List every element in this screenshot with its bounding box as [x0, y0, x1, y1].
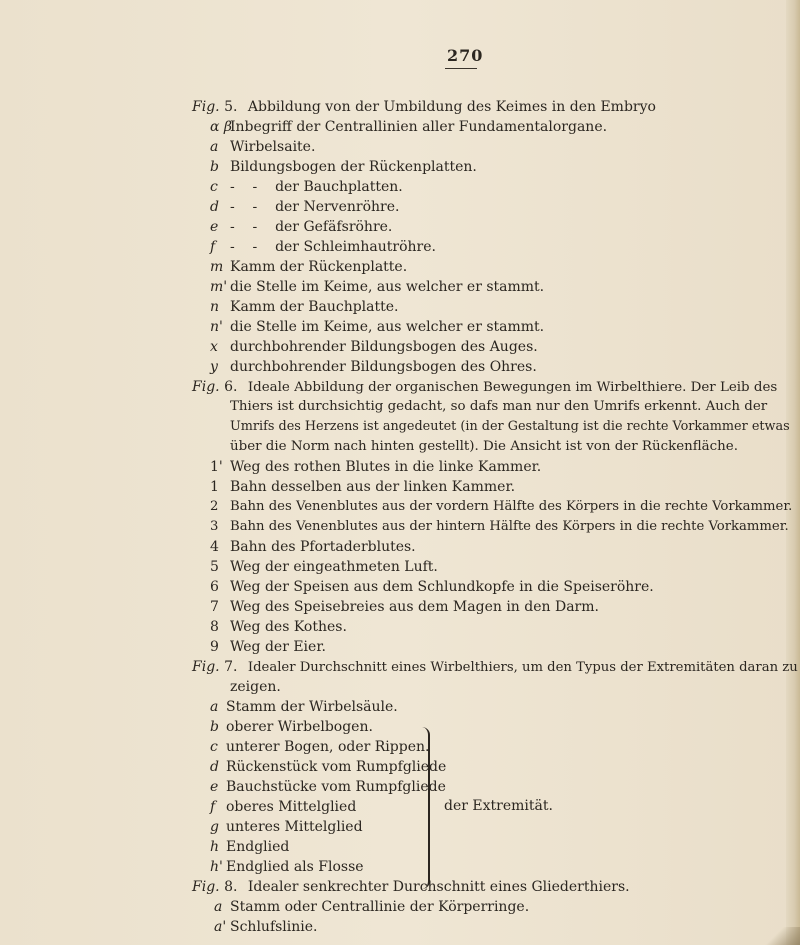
fig7-item: [210, 757, 446, 777]
fig6-item: [210, 617, 347, 637]
fig6-item-key: 3: [210, 519, 219, 534]
fig6-item: [210, 457, 541, 477]
fig5-heading-line: [192, 97, 656, 117]
fig5-item: [210, 157, 477, 177]
fig5-item-key: f: [210, 239, 216, 255]
fig8-caption: Idealer senkrechter Durchschnitt eines Gliederthiers.: [247, 879, 630, 895]
fig5-item-key: α β: [210, 119, 232, 135]
fig6-heading-line: [192, 377, 777, 398]
fig6-item: [210, 537, 416, 557]
fig7-item: [210, 817, 363, 837]
fig6-item-text: Weg des rothen Blutes in die linke Kammer.: [230, 459, 542, 475]
fig6-number: 6.: [224, 379, 238, 395]
fig5-item: [210, 337, 538, 357]
fig7-item-key: e: [210, 779, 219, 795]
fig8-number: 8.: [224, 879, 238, 895]
page-number-rule: [445, 68, 477, 69]
fig6-item-key: 9: [210, 639, 219, 655]
fig5-item-text: - - der Bauchplatten.: [230, 179, 403, 195]
fig6-label: Fig.: [192, 379, 220, 395]
fig7-heading-line: [192, 657, 798, 678]
fig5-item-text: Kamm der Rückenplatte.: [230, 259, 408, 275]
fig8-item: [214, 917, 318, 937]
fig6-item-text: Weg des Speisebreies aus dem Magen in den Darm.: [230, 599, 599, 615]
fig5-number: 5.: [224, 99, 238, 115]
fig6-item-key: 8: [210, 619, 219, 635]
fig6-item-text: Bahn des Venenblutes aus der vordern Hälfte des Körpers in die rechte Vorkammer.: [230, 499, 793, 514]
fig5-item-text: Inbegriff der Centrallinien aller Fundamentalorgane.: [230, 119, 608, 135]
fig7-item-text: Rückenstück vom Rumpfgliede: [226, 759, 447, 775]
fig5-item-key: c: [210, 179, 218, 195]
fig7-caption-line: Idealer Durchschnitt eines Wirbelthiers, um den Typus der Extremitäten daran zu: [247, 660, 798, 675]
fig5-item: [210, 257, 407, 277]
fig8-label: Fig.: [192, 879, 220, 895]
fig5-item-key: x: [210, 339, 218, 355]
fig7-item: [210, 717, 373, 737]
fig7-item-text: Endglied als Flosse: [226, 859, 364, 875]
page-corner-shadow: [760, 927, 800, 945]
fig5-item-key: a: [210, 139, 219, 155]
fig7-number: 7.: [224, 659, 238, 675]
fig7-item: [210, 737, 429, 757]
fig6-item-text: Weg der Speisen aus dem Schlundkopfe in die Speiseröhre.: [230, 579, 654, 595]
fig7-item-key: a: [210, 699, 219, 715]
fig7-caption-line: zeigen.: [230, 679, 281, 695]
fig8-item-text: Schlufslinie.: [230, 919, 318, 935]
page-number: 270: [447, 46, 484, 65]
fig7-item-key: b: [210, 719, 219, 735]
fig5-item-text: Wirbelsaite.: [230, 139, 316, 155]
fig7-item-text: unteres Mittelglied: [226, 819, 363, 835]
fig6-item-key: 6: [210, 579, 219, 595]
fig6-item: [210, 557, 438, 577]
fig6-item: [210, 577, 654, 597]
fig8-item: [214, 897, 529, 917]
fig7-item-text: unterer Bogen, oder Rippen.: [226, 739, 430, 755]
fig7-item-key: f: [210, 799, 216, 815]
fig5-item-key: m': [210, 279, 228, 295]
fig6-caption-line: über die Norm nach hinten gestellt). Die Ansicht ist von der Rückenfläche.: [230, 439, 738, 454]
fig7-item: [210, 797, 356, 817]
fig6-item-text: Bahn des Pfortaderblutes.: [230, 539, 416, 555]
fig7-item: [210, 837, 289, 857]
fig5-item: [210, 297, 398, 317]
fig6-item: [210, 497, 792, 517]
fig6-item: [210, 517, 789, 537]
fig6-caption-line: Ideale Abbildung der organischen Bewegungen im Wirbelthiere. Der Leib des: [247, 380, 778, 395]
fig7-item: [210, 857, 364, 877]
fig5-item-key: b: [210, 159, 219, 175]
fig6-item: [210, 597, 599, 617]
fig5-item-text: Bildungsbogen der Rückenplatten.: [230, 159, 477, 175]
fig6-item-text: Bahn des Venenblutes aus der hintern Hälfte des Körpers in die rechte Vorkammer.: [230, 519, 789, 534]
fig5-caption: Abbildung von der Umbildung des Keimes in den Embryo: [247, 99, 656, 115]
fig7-item-key: c: [210, 739, 218, 755]
fig6-item-key: 5: [210, 559, 219, 575]
fig6-item-key: 1: [210, 479, 219, 495]
fig5-item: [210, 217, 392, 237]
fig5-label: Fig.: [192, 99, 220, 115]
fig5-item-text: - - der Gefäfsröhre.: [230, 219, 393, 235]
fig5-item-key: m: [210, 259, 224, 275]
fig6-item: [210, 637, 326, 657]
fig6-caption-line: Thiers ist durchsichtig gedacht, so dafs man nur den Umrifs erkennt. Auch der: [230, 399, 768, 414]
fig5-item-text: die Stelle im Keime, aus welcher er stammt.: [230, 279, 545, 295]
fig5-item-text: - - der Schleimhautröhre.: [230, 239, 436, 255]
extremity-brace: [418, 727, 430, 889]
fig5-item: [210, 197, 399, 217]
brace-label: der Extremität.: [444, 798, 553, 814]
fig5-item: [210, 177, 403, 197]
fig6-item-text: Weg des Kothes.: [230, 619, 347, 635]
fig5-item-text: - - der Nervenröhre.: [230, 199, 400, 215]
fig6-item-key: 7: [210, 599, 219, 615]
fig5-item-key: d: [210, 199, 219, 215]
fig5-item-text: durchbohrender Bildungsbogen des Ohres.: [230, 359, 537, 375]
fig5-item-text: durchbohrender Bildungsbogen des Auges.: [230, 339, 538, 355]
fig5-item-text: die Stelle im Keime, aus welcher er stammt.: [230, 319, 545, 335]
fig7-item-text: Bauchstücke vom Rumpfgliede: [226, 779, 446, 795]
fig7-label: Fig.: [192, 659, 220, 675]
fig6-item-text: Weg der eingeathmeten Luft.: [230, 559, 438, 575]
fig5-item-key: n': [210, 319, 223, 335]
fig7-item-key: h': [210, 859, 223, 875]
fig7-item-key: h: [210, 839, 220, 855]
fig6-item-key: 1': [210, 459, 223, 475]
fig6-item-key: 2: [210, 499, 219, 514]
fig7-item-key: g: [210, 819, 219, 835]
fig6-item-text: Bahn desselben aus der linken Kammer.: [230, 479, 516, 495]
fig8-item-key: a': [214, 919, 227, 935]
fig7-item-text: Stamm der Wirbelsäule.: [226, 699, 398, 715]
fig6-item-text: Weg der Eier.: [230, 639, 326, 655]
fig6-item-key: 4: [210, 539, 219, 555]
fig8-item-key: a: [214, 899, 223, 915]
fig5-item: [210, 317, 544, 337]
fig7-item-text: Endglied: [226, 839, 290, 855]
fig5-item: [210, 277, 544, 297]
page-edge: [786, 0, 800, 945]
fig5-item: [210, 237, 436, 257]
fig5-item-text: Kamm der Bauchplatte.: [230, 299, 399, 315]
fig5-item: [210, 357, 537, 377]
fig8-item-text: Stamm oder Centrallinie der Körperringe.: [230, 899, 530, 915]
fig7-item: [210, 697, 398, 717]
fig7-item-text: oberes Mittelglied: [226, 799, 357, 815]
fig6-item: [210, 477, 515, 497]
fig6-caption-line: Umrifs des Herzens ist angedeutet (in der Gestaltung ist die rechte Vorkammer etwas: [230, 419, 790, 434]
fig5-item-key: y: [210, 359, 218, 375]
fig8-heading-line: [192, 877, 630, 897]
fig5-item-key: n: [210, 299, 220, 315]
fig7-item: [210, 777, 446, 797]
fig7-item-text: oberer Wirbelbogen.: [226, 719, 373, 735]
fig5-item: [210, 137, 315, 157]
fig5-item-key: e: [210, 219, 219, 235]
fig5-item: [210, 117, 607, 137]
fig7-item-key: d: [210, 759, 219, 775]
